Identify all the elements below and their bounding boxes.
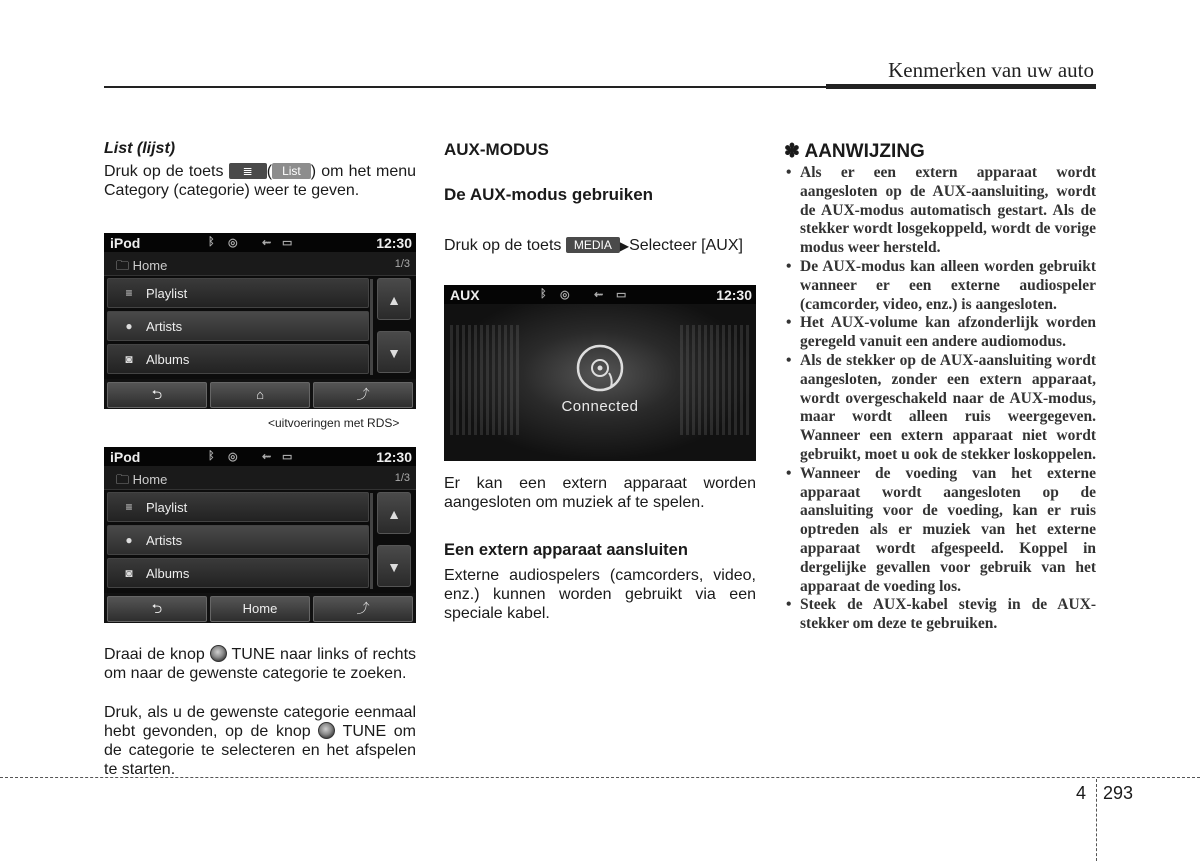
tune-knob-icon [318,722,335,739]
tune-para1-text-a: Draai de knop [104,646,205,663]
ipod-screen-1 [104,233,416,409]
bottom-bar [104,379,416,409]
tune-knob-icon [210,645,227,662]
list-key: List [272,163,311,179]
list-item-label: Playlist [146,500,188,515]
person-icon: ● [125,319,133,333]
aux-icon: ▭ [616,289,627,301]
list-item-albums[interactable] [107,344,369,374]
tune-para1-text-b: TUNE naar links of rechts om naar de gewenste categorie te zoeken. [104,646,417,682]
list-item-label: Albums [146,352,190,367]
playlist-icon: ≡ [125,286,133,300]
footer-rule [0,777,1200,778]
page-count: 1/3 [394,472,410,484]
media-key: MEDIA [566,237,620,253]
usb-icon: ⇜ [262,237,272,249]
connect-paragraph: Externe audiospelers (camcorders, video, enz.) kunnen worden gebruikt via een speciale kabel. [444,567,756,622]
equalizer-right [680,325,750,435]
page-count: 1/3 [394,258,410,270]
connection-status: Connected [561,398,639,415]
bottom-bar [104,593,416,623]
path-label: Home [132,258,168,273]
home-button[interactable] [210,382,310,408]
list-item-playlist[interactable] [107,278,369,308]
aux-disc-icon [575,343,625,393]
tune-para2-text-b: TUNE om de categorie te selecteren en het afspelen te starten. [104,723,416,778]
aux-mode-subtitle: De AUX-modus gebruiken [444,185,654,204]
rds-caption: <uitvoeringen met RDS> [268,416,400,430]
list-para-text-a: Druk op de toets [104,163,224,180]
footer-divider [1096,779,1097,861]
path-bar [104,252,416,276]
aux-intro-paragraph: Er kan een extern apparaat worden aangesloten om muziek af te spelen. [444,475,756,511]
up-folder-icon: ⤴ [356,387,370,402]
list-item-artists[interactable] [107,525,369,555]
disc-icon: ◎ [560,289,570,301]
media-paragraph [444,236,756,256]
up-folder-button[interactable] [313,596,413,622]
note-item: • Als er een extern apparaat wordt aangesloten op de AUX-aansluiting, wordt de AUX-modus automatisch gestart. Als de stekker wordt losgekoppeld, wordt de vorige modus weer hersteld. [784,164,1096,258]
list-item-label: Artists [146,319,183,334]
tune-paragraph-1 [104,645,416,683]
source-label: iPod [110,235,141,251]
playlist-icon: ≡ [125,500,133,514]
note-item: • Het AUX-volume kan afzonderlijk worden geregeld vanuit een andere audiomodus. [784,314,1096,352]
disc-icon: ◎ [228,451,238,463]
person-icon: ● [125,533,133,547]
folder-path [116,471,167,493]
status-bar [104,233,416,252]
aux-icon: ▭ [282,451,293,463]
aux-icon: ▭ [282,237,293,249]
list-heading: List (lijst) [104,140,176,157]
media-para-text-a: Druk op de toets [444,237,562,254]
list-item-label: Artists [146,533,183,548]
disc-icon: ◎ [228,237,238,249]
paren-open: ( [266,163,273,180]
running-header-title: Kenmerken van uw auto [888,58,1094,82]
ipod-screen-2 [104,447,416,623]
note-item: • Als de stekker op de AUX-aansluiting wordt aangesloten, zonder een extern apparaat, wordt overgeschakeld naar de AUX-modus, maar wordt alleen ruis weergegeven. Wanneer een extern apparaat niet wordt gebruikt, moet u ook de stekker loskoppelen. [784,352,1096,465]
status-bar [444,285,756,304]
up-folder-button[interactable] [313,382,413,408]
scroll-down-button[interactable] [377,331,411,373]
list-paragraph [104,162,416,200]
arrow-down-icon: ▼ [387,345,401,361]
clock: 12:30 [376,235,412,251]
back-icon: ⮌ [151,601,163,616]
tune-paragraph-2 [104,703,416,779]
up-folder-icon: ⤴ [356,601,370,616]
album-icon: ◙ [125,566,133,580]
aux-screen [444,285,756,461]
page-number: 293 [1103,783,1134,803]
header-rule-accent [826,84,1096,89]
tune-para2-text-a: Druk, als u de gewenste categorie eenmaal hebt gevonden, op de knop [104,704,416,740]
list-para-text-b: ) om het menu Category (categorie) weer te geven. [104,163,417,199]
path-label: Home [132,472,168,487]
home-icon: ⌂ [256,387,264,402]
scroll-up-button[interactable] [377,278,411,320]
scrollbar[interactable] [370,493,373,589]
arrow-up-icon: ▲ [387,506,401,522]
clock: 12:30 [716,287,752,303]
usb-icon: ⇜ [594,289,604,301]
scroll-down-button[interactable] [377,545,411,587]
aux-mode-title: AUX-MODUS [444,140,549,159]
media-para-text-b: Selecteer [AUX] [629,237,743,254]
scrollbar[interactable] [370,279,373,375]
status-bar [104,447,416,466]
scroll-up-button[interactable] [377,492,411,534]
note-item: • Steek de AUX-kabel stevig in de AUX-stekker om deze te gebruiken. [784,596,1096,634]
back-button[interactable] [107,596,207,622]
list-item-artists[interactable] [107,311,369,341]
folder-path [116,257,167,279]
source-label: iPod [110,449,141,465]
note-heading: ✽ AANWIJZING [784,141,925,162]
list-item-label: Playlist [146,286,188,301]
clock: 12:30 [376,449,412,465]
menu-key-icon: ≣ [229,163,267,179]
bluetooth-icon: ᛒ [208,236,215,248]
arrow-right-icon: ▶ [619,239,630,253]
album-icon: ◙ [125,352,133,366]
arrow-up-icon: ▲ [387,292,401,308]
note-list [784,164,1096,634]
usb-icon: ⇜ [262,451,272,463]
bluetooth-icon: ᛒ [540,288,547,300]
arrow-down-icon: ▼ [387,559,401,575]
equalizer-left [450,325,520,435]
connect-heading: Een extern apparaat aansluiten [444,541,688,559]
list-item-albums[interactable] [107,558,369,588]
folder-icon: 🗀 [116,472,130,487]
back-icon: ⮌ [151,387,163,402]
source-label: AUX [450,287,480,303]
path-bar [104,466,416,490]
bluetooth-icon: ᛒ [208,450,215,462]
list-item-playlist[interactable] [107,492,369,522]
chapter-number: 4 [1076,783,1087,803]
list-item-label: Albums [146,566,190,581]
note-item: • Wanneer de voeding van het externe apparaat wordt aangesloten op de aansluiting voor de voeding, kan er ruis optreden als er muziek van het externe apparaat wordt afgespeeld. Koppel in dergelijke gevallen voor gebruik van het apparaat de voeding los. [784,465,1096,597]
note-item: • De AUX-modus kan alleen worden gebruikt wanneer er een externe audiospeler (camcorder, video, enz.) is aangesloten. [784,258,1096,314]
folder-icon: 🗀 [116,258,130,273]
back-button[interactable] [107,382,207,408]
home-button[interactable]: Home [210,596,310,622]
